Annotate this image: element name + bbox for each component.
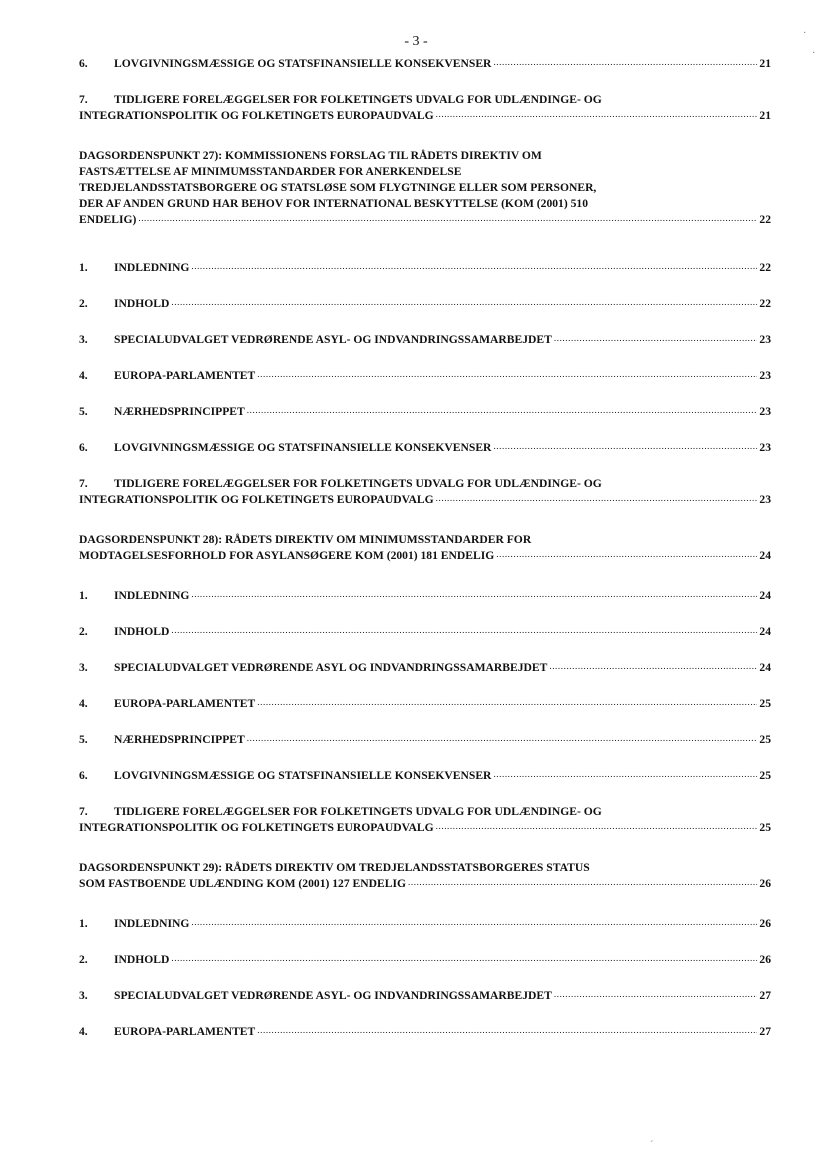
toc-entry-number: 6. <box>79 769 88 782</box>
toc-entry-title: INDHOLD <box>114 625 170 638</box>
toc-entry-number: 6. <box>79 441 88 454</box>
toc-entry-title-line: DAGSORDENSPUNKT 28): RÅDETS DIREKTIV OM MINIMUMSSTANDARDER FOR <box>79 533 532 546</box>
dot-leader <box>247 405 758 415</box>
dot-leader <box>436 109 758 119</box>
dot-leader <box>436 821 758 831</box>
toc-entry-title: INDLEDNING <box>114 589 190 602</box>
toc-entry[interactable] <box>79 532 771 564</box>
dot-leader <box>247 733 758 743</box>
toc-entry[interactable] <box>79 588 771 604</box>
toc-entry-line <box>79 164 771 180</box>
toc-entry[interactable] <box>79 368 771 384</box>
toc-page-number: 24 <box>759 549 771 562</box>
toc-page-number: 27 <box>759 989 771 1002</box>
toc-entry-number: 7. <box>79 805 88 818</box>
toc-page-number: 23 <box>759 493 771 506</box>
toc-entry-title: INDHOLD <box>114 297 170 310</box>
dot-leader <box>496 549 757 559</box>
toc-entry-number: 1. <box>79 261 88 274</box>
toc-entry-title: SOM FASTBOENDE UDLÆNDING KOM (2001) 127 ENDELIG <box>79 877 407 890</box>
toc-page-number: 25 <box>759 733 771 746</box>
toc-entry[interactable] <box>79 624 771 640</box>
toc-entry-line <box>79 532 771 548</box>
toc-page-number: 25 <box>759 697 771 710</box>
toc-entry-number: 2. <box>79 297 88 310</box>
scan-mark: ˊ <box>650 1140 654 1151</box>
toc-entry-number: 3. <box>79 989 88 1002</box>
dot-leader <box>138 213 757 223</box>
scan-mark: · <box>812 48 816 59</box>
toc-entry-title: SPECIALUDVALGET VEDRØRENDE ASYL- OG INDVANDRINGSSAMARBEJDET <box>114 333 552 346</box>
scan-mark: · <box>803 28 807 39</box>
dot-leader <box>408 877 757 887</box>
toc-entry[interactable] <box>79 404 771 420</box>
toc-entry[interactable] <box>79 768 771 784</box>
dot-leader <box>171 297 757 307</box>
dot-leader <box>493 57 757 67</box>
toc-page-number: 25 <box>759 769 771 782</box>
toc-entry-title: LOVGIVNINGSMÆSSIGE OG STATSFINANSIELLE KONSEKVENSER <box>114 441 492 454</box>
toc-entry[interactable] <box>79 332 771 348</box>
toc-entry-number: 5. <box>79 733 88 746</box>
page-number: - 3 - <box>404 34 428 49</box>
toc-page-number: 25 <box>759 821 771 834</box>
toc-entry[interactable] <box>79 660 771 676</box>
toc-page-number: 22 <box>759 213 771 226</box>
dot-leader <box>493 769 757 779</box>
toc-entry-title: INTEGRATIONSPOLITIK OG FOLKETINGETS EUROPAUDVALG <box>79 493 434 506</box>
toc-entry[interactable] <box>79 1024 771 1040</box>
toc-entry-number: 3. <box>79 661 88 674</box>
toc-entry-title: LOVGIVNINGSMÆSSIGE OG STATSFINANSIELLE KONSEKVENSER <box>114 769 492 782</box>
toc-page-number: 26 <box>759 953 771 966</box>
toc-entry-line <box>79 476 771 492</box>
toc-page-number: 27 <box>759 1025 771 1038</box>
toc-entry-title-line: TREDJELANDSSTATSBORGERE OG STATSLØSE SOM FLYGTNINGE ELLER SOM PERSONER, <box>79 181 597 194</box>
dot-leader <box>436 493 758 503</box>
dot-leader <box>191 589 757 599</box>
toc-entry-title: INDLEDNING <box>114 261 190 274</box>
dot-leader <box>171 625 757 635</box>
toc-page-number: 23 <box>759 405 771 418</box>
toc-entry[interactable] <box>79 296 771 312</box>
toc-entry-title: LOVGIVNINGSMÆSSIGE OG STATSFINANSIELLE KONSEKVENSER <box>114 57 492 70</box>
toc-entry-number: 2. <box>79 953 88 966</box>
toc-entry[interactable] <box>79 92 771 124</box>
toc-entry[interactable] <box>79 732 771 748</box>
toc-entry-title-line: TIDLIGERE FORELÆGGELSER FOR FOLKETINGETS UDVALG FOR UDLÆNDINGE- OG <box>114 477 602 490</box>
toc-entry-title: NÆRHEDSPRINCIPPET <box>114 405 245 418</box>
toc-entry-number: 6. <box>79 57 88 70</box>
toc-page-number: 24 <box>759 625 771 638</box>
toc-entry-title-line: TIDLIGERE FORELÆGGELSER FOR FOLKETINGETS UDVALG FOR UDLÆNDINGE- OG <box>114 805 602 818</box>
toc-entry-title-line: TIDLIGERE FORELÆGGELSER FOR FOLKETINGETS UDVALG FOR UDLÆNDINGE- OG <box>114 93 602 106</box>
toc-entry-title: EUROPA-PARLAMENTET <box>114 369 256 382</box>
toc-entry-number: 4. <box>79 1025 88 1038</box>
toc-entry-title-line: DAGSORDENSPUNKT 27): KOMMISSIONENS FORSLAG TIL RÅDETS DIREKTIV OM <box>79 149 542 162</box>
toc-entry-number: 4. <box>79 369 88 382</box>
toc-page-number: 22 <box>759 297 771 310</box>
toc-entry-title: MODTAGELSESFORHOLD FOR ASYLANSØGERE KOM (2001) 181 ENDELIG <box>79 549 495 562</box>
toc-entry[interactable] <box>79 952 771 968</box>
toc-page-number: 26 <box>759 877 771 890</box>
toc-entry[interactable] <box>79 860 771 892</box>
dot-leader <box>493 441 757 451</box>
dot-leader <box>171 953 757 963</box>
toc-entry[interactable] <box>79 916 771 932</box>
toc-page-number: 26 <box>759 917 771 930</box>
toc-entry[interactable] <box>79 696 771 712</box>
toc-entry[interactable] <box>79 148 771 228</box>
toc-entry[interactable] <box>79 804 771 836</box>
toc-entry[interactable] <box>79 260 771 276</box>
toc-entry-number: 2. <box>79 625 88 638</box>
toc-page-number: 23 <box>759 369 771 382</box>
toc-entry-line <box>79 92 771 108</box>
toc-entry-number: 4. <box>79 697 88 710</box>
toc-entry-number: 3. <box>79 333 88 346</box>
toc-entry-line <box>79 804 771 820</box>
toc-entry-line <box>79 860 771 876</box>
toc-entry-title: SPECIALUDVALGET VEDRØRENDE ASYL- OG INDVANDRINGSSAMARBEJDET <box>114 989 552 1002</box>
toc-entry-number: 5. <box>79 405 88 418</box>
toc-entry-title: EUROPA-PARLAMENTET <box>114 1025 256 1038</box>
toc-entry-line <box>79 180 771 196</box>
toc-entry-title-line: FASTSÆTTELSE AF MINIMUMSSTANDARDER FOR ANERKENDELSE <box>79 165 462 178</box>
toc-entry-title: INTEGRATIONSPOLITIK OG FOLKETINGETS EUROPAUDVALG <box>79 821 434 834</box>
toc-entry-title: INDLEDNING <box>114 917 190 930</box>
dot-leader <box>257 697 757 707</box>
dot-leader <box>549 661 757 671</box>
toc-page-number: 21 <box>759 57 771 70</box>
toc-entry-number: 7. <box>79 477 88 490</box>
toc-page-number: 23 <box>759 333 771 346</box>
toc-page-number: 24 <box>759 661 771 674</box>
toc-entry-title: INDHOLD <box>114 953 170 966</box>
toc-entry[interactable] <box>79 56 771 72</box>
toc-entry-title-line: DER AF ANDEN GRUND HAR BEHOV FOR INTERNATIONAL BESKYTTELSE (KOM (2001) 510 <box>79 197 589 210</box>
toc-entry-title: EUROPA-PARLAMENTET <box>114 697 256 710</box>
toc-page-number: 23 <box>759 441 771 454</box>
toc-page-number: 24 <box>759 589 771 602</box>
toc-entry-title: NÆRHEDSPRINCIPPET <box>114 733 245 746</box>
toc-entry-number: 1. <box>79 917 88 930</box>
toc-entry-title: ENDELIG) <box>79 213 137 226</box>
toc-entry-title-line: DAGSORDENSPUNKT 29): RÅDETS DIREKTIV OM TREDJELANDSSTATSBORGERES STATUS <box>79 861 590 874</box>
toc-entry[interactable] <box>79 988 771 1004</box>
dot-leader <box>257 1025 757 1035</box>
toc-entry[interactable] <box>79 440 771 456</box>
toc-page-number: 22 <box>759 261 771 274</box>
dot-leader <box>257 369 757 379</box>
toc-entry[interactable] <box>79 476 771 508</box>
toc-page-number: 21 <box>759 109 771 122</box>
toc-entry-title: SPECIALUDVALGET VEDRØRENDE ASYL OG INDVANDRINGSSAMARBEJDET <box>114 661 548 674</box>
dot-leader <box>554 989 758 999</box>
toc-entry-number: 7. <box>79 93 88 106</box>
toc-entry-line <box>79 196 771 212</box>
dot-leader <box>554 333 758 343</box>
toc-entry-number: 1. <box>79 589 88 602</box>
dot-leader <box>191 261 757 271</box>
dot-leader <box>191 917 757 927</box>
toc-entry-title: INTEGRATIONSPOLITIK OG FOLKETINGETS EUROPAUDVALG <box>79 109 434 122</box>
toc-entry-line <box>79 148 771 164</box>
